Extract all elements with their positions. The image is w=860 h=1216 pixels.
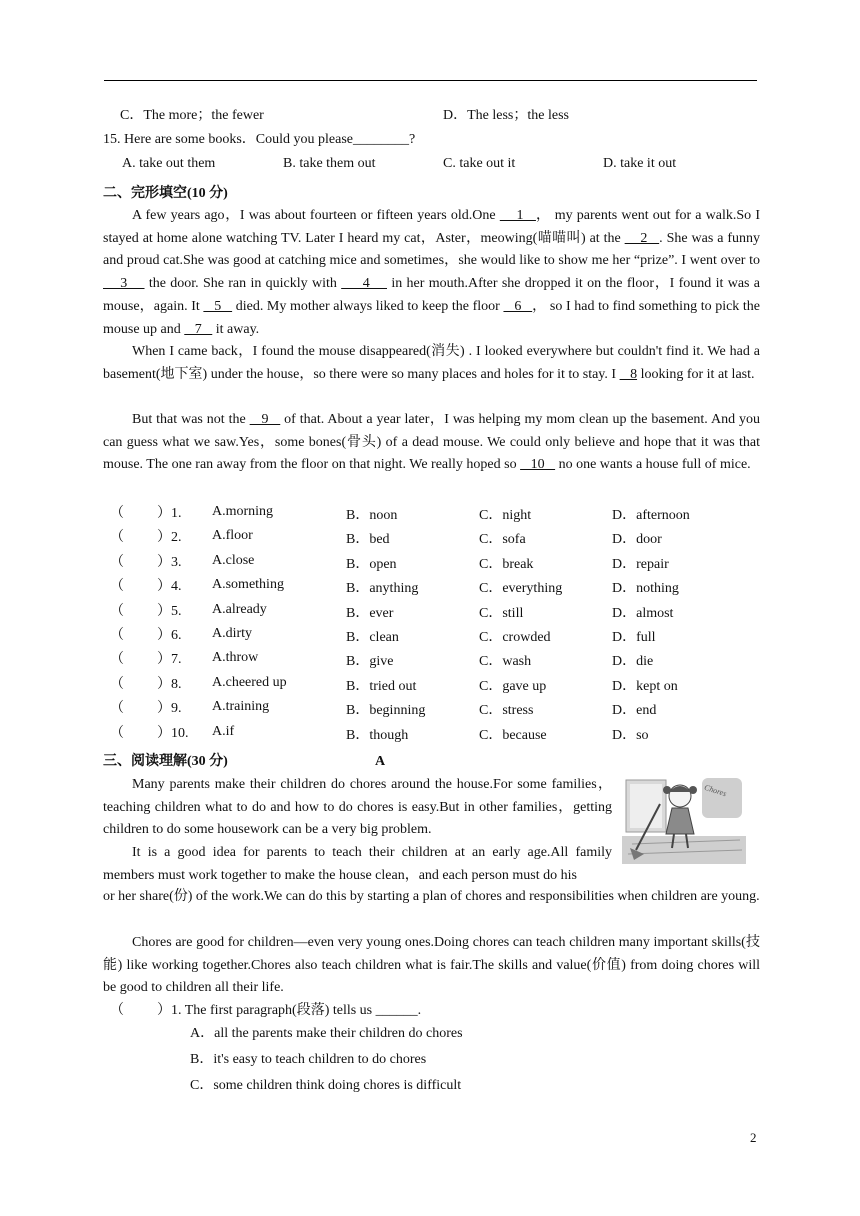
cloze-q4-option-a: A.something — [212, 577, 284, 593]
reading-passage-label: A — [375, 754, 386, 769]
cloze-q7-option-c: C．wash — [479, 654, 532, 670]
paragraph-text: looking for it at last. — [637, 366, 755, 382]
cloze-q5-option-d: D．almost — [612, 605, 674, 621]
cloze-q7-answer-paren-open: （ — [110, 652, 124, 668]
cloze-q8-option-d: D．kept on — [612, 678, 678, 694]
cloze-q8-question-number: ）8. — [157, 676, 182, 692]
cloze-q10-option-c: C．because — [479, 727, 547, 743]
blank-number: 4 — [341, 276, 387, 292]
cloze-q2-option-b: B．bed — [346, 532, 390, 548]
cloze-q10-question-number: ）10. — [157, 725, 189, 741]
cloze-q3-option-a: A.close — [212, 552, 255, 568]
cloze-q3-answer-paren-open: （ — [110, 554, 124, 570]
blank-number: 3 — [103, 276, 145, 292]
reading-section-title: 三、阅读理解(30 分) — [103, 754, 228, 769]
q14-option-c: C．The more；the fewer — [120, 108, 264, 123]
cloze-q3-option-b: B．open — [346, 556, 397, 572]
paragraph-text: in her mouth.After she dropped it on the floor，I found it was a mouse，again. It — [103, 276, 761, 314]
cloze-q2-option-a: A.floor — [212, 528, 253, 544]
paragraph-text: the door. She ran in quickly with — [144, 276, 342, 292]
cloze-q4-option-b: B．anything — [346, 581, 419, 597]
blank-number: 1 — [499, 208, 536, 223]
q15-option-d: D. take it out — [603, 156, 677, 171]
cloze-q5-option-a: A.already — [212, 601, 267, 617]
cloze-q9-question-number: ）9. — [157, 701, 182, 717]
paragraph-text: A few years ago，I was about fourteen or fifteen years old.One — [132, 208, 500, 223]
cloze-q7-option-d: D．die — [612, 654, 654, 670]
cloze-q3-option-c: C．break — [479, 556, 534, 572]
page-number: 2 — [750, 1130, 757, 1145]
reading-paragraph-2b: or her share(份) of the work.We can do this by starting a plan of chores and responsibilities when children are young. — [103, 889, 760, 904]
q14-option-d: D．The less；the less — [443, 108, 569, 123]
cloze-q7-option-b: B．give — [346, 654, 394, 670]
cloze-q4-answer-paren-open: （ — [110, 579, 124, 595]
header-rule — [104, 80, 757, 81]
blank-number: 5 — [203, 298, 233, 314]
cloze-q10-option-d: D．so — [612, 727, 649, 743]
cloze-q7-option-a: A.throw — [212, 650, 259, 666]
cloze-paragraph-3 — [103, 409, 760, 477]
cloze-q10-option-b: B．though — [346, 727, 409, 743]
reading-q1-option-b: B．it's easy to teach children to do chores — [190, 1052, 427, 1067]
blank-number: 10 — [520, 457, 556, 473]
svg-text:Chores: Chores — [703, 782, 728, 799]
cloze-q1-option-a: A.morning — [212, 504, 274, 519]
reading-q1-stem: ）1. The first paragraph(段落) tells us ______. — [157, 1003, 422, 1018]
reading-paragraph-2a: It is a good idea for parents to teach their children at an early age.All family members must work together to make the house clean，and each person must do his — [103, 845, 612, 883]
paragraph-text: . She was a funny and proud cat.She was good at catching mice and sometimes，she would like to show me her “prize”. I went over to — [103, 230, 760, 269]
paragraph-text: died. My mother always liked to keep the floor — [232, 298, 504, 314]
q15-option-b: B. take them out — [283, 156, 376, 171]
cloze-q1-option-b: B．noon — [346, 508, 398, 523]
cloze-q4-question-number: ）4. — [157, 579, 182, 595]
reading-q1-option-c: C．some children think doing chores is difficult — [190, 1078, 462, 1093]
paragraph-text: no one wants a house full of mice. — [555, 457, 751, 473]
cloze-q2-option-c: C．sofa — [479, 532, 526, 548]
reading-q1-option-a: A．all the parents make their children do chores — [190, 1026, 463, 1041]
cloze-q1-option-c: C．night — [479, 508, 532, 523]
blank-number: 2 — [624, 230, 660, 246]
blank-number: 6 — [503, 298, 533, 314]
q15-option-a: A. take out them — [122, 156, 216, 171]
cloze-q2-option-d: D．door — [612, 532, 662, 548]
cloze-q5-option-c: C．still — [479, 605, 524, 621]
cloze-q3-question-number: ）3. — [157, 554, 182, 570]
paragraph-text: of that. About a year later，I was helping my mom clean up the basement. And you can guess what we saw.Yes，some bones(骨头) of a dead mouse. We could only believe and hope that it was that mouse. The one ran away from the floor on that night. We really hoped so — [103, 412, 761, 473]
cloze-q1-answer-paren-open: （ — [110, 506, 124, 521]
cloze-q6-option-a: A.dirty — [212, 626, 253, 641]
cloze-paragraph-2 — [103, 341, 760, 386]
cloze-q5-option-b: B．ever — [346, 605, 394, 621]
cloze-q6-option-c: C．crowded — [479, 630, 551, 645]
cloze-q6-question-number: ）6. — [157, 628, 182, 643]
cloze-q10-option-a: A.if — [212, 723, 235, 739]
cloze-q9-option-c: C．stress — [479, 703, 534, 719]
cloze-q9-option-b: B．beginning — [346, 703, 426, 719]
cloze-q5-answer-paren-open: （ — [110, 603, 124, 619]
cloze-q9-option-d: D．end — [612, 703, 657, 719]
reading-paragraph-3: Chores are good for children—even very young ones.Doing chores can teach children many important skills(技能) like working together.Chores also teach children what is fair.The skills and value(价值) from doing chores will be good to children all their life. — [103, 935, 760, 996]
cloze-q9-option-a: A.training — [212, 699, 270, 715]
cloze-q6-option-d: D．full — [612, 630, 656, 645]
cloze-paragraph-1 — [103, 205, 760, 341]
cloze-q8-option-b: B．tried out — [346, 678, 417, 694]
cloze-q6-answer-paren-open: （ — [110, 628, 124, 643]
cloze-q5-question-number: ）5. — [157, 603, 182, 619]
cloze-q8-option-a: A.cheered up — [212, 674, 287, 690]
cloze-q4-option-c: C．everything — [479, 581, 563, 597]
paragraph-text: ， my parents went out for a walk.So I stayed at home alone watching TV. Later I heard my cat，Aster，meowing(喵喵叫) at the — [103, 208, 761, 246]
reading-q1-paren: （ — [110, 1003, 124, 1018]
cloze-q6-option-b: B．clean — [346, 630, 399, 645]
cloze-q9-answer-paren-open: （ — [110, 701, 124, 717]
cloze-q10-answer-paren-open: （ — [110, 725, 124, 741]
paragraph-text: it away. — [212, 321, 260, 337]
cloze-q7-question-number: ）7. — [157, 652, 182, 668]
paragraph-text: When I came back，I found the mouse disappeared(消失) . I looked everywhere but couldn't find it. We had a basement(地下室) under the house，so there were so many places and holes for it to stay. I — [103, 344, 760, 382]
cloze-q1-question-number: ）1. — [157, 506, 182, 521]
cloze-section-title: 二、完形填空(10 分) — [103, 186, 228, 201]
blank-number: 8 — [619, 366, 638, 382]
q15-option-c: C. take out it — [443, 156, 516, 171]
q15-stem: 15. Here are some books．Could you please________? — [103, 132, 416, 147]
blank-number: 7 — [184, 321, 213, 337]
cloze-q8-option-c: C．gave up — [479, 678, 547, 694]
cloze-q2-answer-paren-open: （ — [110, 530, 124, 546]
blank-number: 9 — [249, 412, 281, 427]
cloze-q4-option-d: D．nothing — [612, 581, 679, 597]
cloze-q2-question-number: ）2. — [157, 530, 182, 546]
cloze-q8-answer-paren-open: （ — [110, 676, 124, 692]
paragraph-text: ， so I had to find something to pick the mouse up and — [103, 298, 761, 337]
paragraph-text: But that was not the — [132, 412, 250, 427]
cloze-q1-option-d: D．afternoon — [612, 508, 690, 523]
girl-sweeping-floor-icon — [622, 774, 746, 864]
cloze-q3-option-d: D．repair — [612, 556, 669, 572]
reading-paragraph-1: Many parents make their children do chores around the house.For some families，teaching children what to do and how to do chores is easy.But in other families，getting children to do some housework can be a very big problem. — [103, 777, 612, 838]
